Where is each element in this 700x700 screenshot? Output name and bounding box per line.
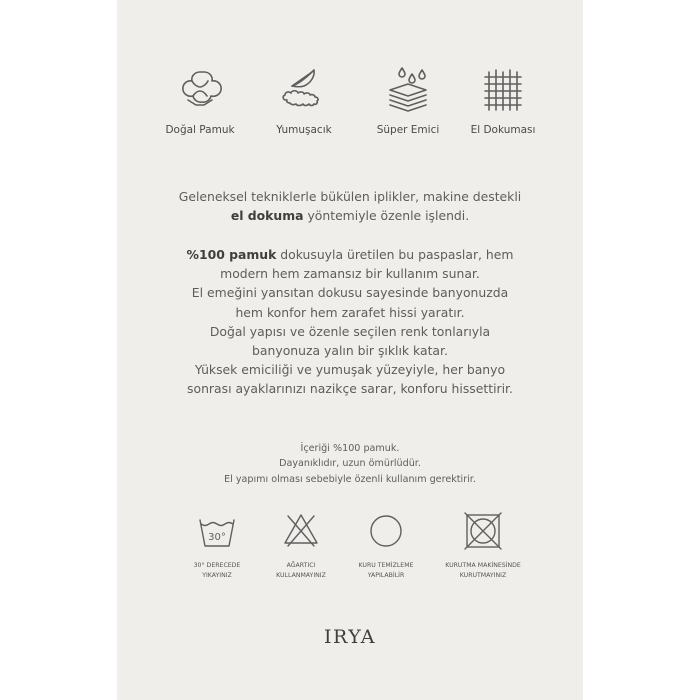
feature-label: Süper Emici <box>376 124 440 136</box>
description-line: sonrası ayaklarınızı nazikçe sarar, konforu hissettirir. <box>187 381 513 397</box>
care-label <box>433 561 533 581</box>
care-label <box>336 561 436 581</box>
feather-cloud-icon <box>278 62 330 114</box>
description-line: Doğal yapısı ve özenle seçilen renk tonlarıyla <box>209 323 491 339</box>
dry-clean-icon <box>365 510 407 552</box>
description-line: hem konfor hem zarafet hissi yaratır. <box>235 304 465 320</box>
note-line: İçeriği %100 pamuk. <box>300 443 400 454</box>
care-no-tumble-dry <box>433 510 533 581</box>
description-line: modern hem zamansız bir kullanım sunar. <box>220 266 480 282</box>
feature-handwoven <box>448 62 558 136</box>
feature-label: Yumuşacık <box>276 124 332 136</box>
description-line: Yüksek emiciliği ve yumuşak yüzeyiyle, her banyo <box>194 362 506 378</box>
care-label-line1: KURUTMA MAKİNESİNDE <box>445 562 521 569</box>
no-bleach-icon <box>280 510 322 552</box>
intro-line: Geleneksel tekniklerle bükülen iplikler, makine destekli <box>178 189 522 204</box>
care-label-line2: KURUTMAYINIZ <box>459 572 507 579</box>
care-label-line1: 30° DERECEDE <box>193 562 241 569</box>
feature-soft <box>249 62 359 136</box>
wash-30-icon <box>196 510 238 552</box>
description-bold: %100 pamuk <box>186 247 277 262</box>
care-label-line1: KURU TEMİZLEME <box>358 562 414 569</box>
absorbent-layers-icon <box>382 62 434 114</box>
intro-line-rest: yöntemiyle özenle işlendi. <box>303 208 470 224</box>
brand-logo: IRYA <box>323 626 376 648</box>
cotton-flower-icon <box>174 62 226 114</box>
care-label-line1: AĞARTICI <box>286 562 316 569</box>
product-info-card <box>117 0 583 700</box>
description-line: El emeğini yansıtan dokusu sayesinde banyonuzda <box>191 285 509 301</box>
care-dry-clean <box>336 510 436 581</box>
intro-line <box>117 206 583 225</box>
feature-absorbent <box>353 62 463 136</box>
feature-label: El Dokuması <box>470 124 536 136</box>
description-line-rest: dokusuyla üretilen bu paspaslar, hem <box>276 247 514 262</box>
wash-temperature: 30° <box>208 532 226 543</box>
care-label-line2: KULLANMAYINIZ <box>276 572 326 579</box>
description-line: banyonuza yalın bir şıklık katar. <box>252 343 448 359</box>
feature-natural-cotton <box>145 62 255 136</box>
feature-label: Doğal Pamuk <box>165 124 235 136</box>
description-paragraph <box>117 245 583 399</box>
no-tumble-dry-icon <box>462 510 504 552</box>
description-line <box>117 245 583 264</box>
note-line: Dayanıklıdır, uzun ömürlüdür. <box>279 458 421 470</box>
note-line: El yapımı olması sebebiyle özenli kullanım gerektirir. <box>224 473 476 485</box>
intro-bold: el dokuma <box>230 208 304 224</box>
care-label-line2: YAPILABİLİR <box>367 572 405 579</box>
product-notes <box>117 441 583 487</box>
intro-paragraph <box>117 187 583 225</box>
care-label-line2: YIKAYINIZ <box>202 572 232 579</box>
weave-pattern-icon <box>477 62 529 114</box>
